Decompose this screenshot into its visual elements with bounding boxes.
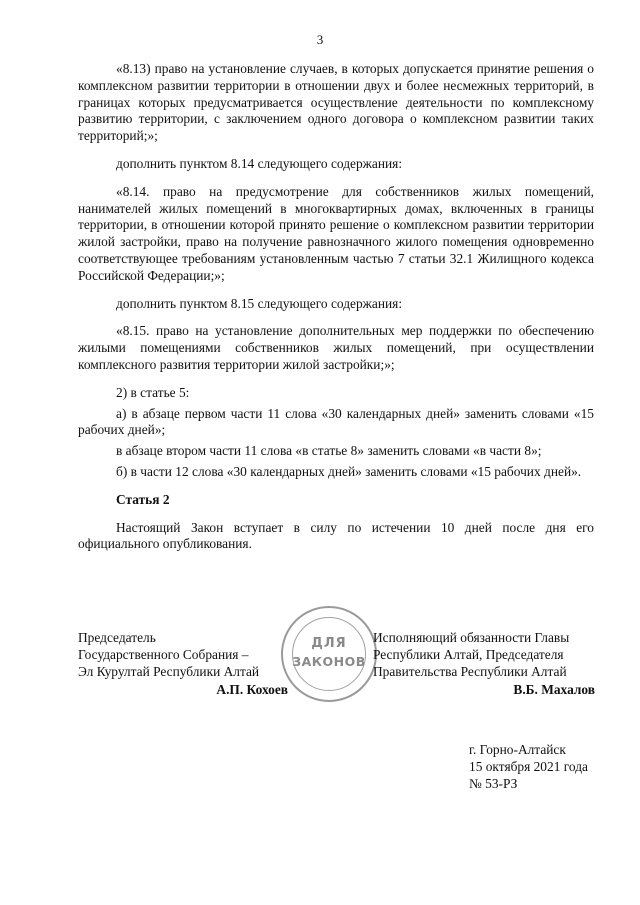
- signature-left-line: Председатель: [78, 630, 156, 645]
- paragraph-8-14: «8.14. право на предусмотрение для собственников жилых помещений, нанимателей жилых помещений в многоквартирных домах, включенных в границы территории, в отношении которой принято решение о комплексном развитии территории жилой застройки, право на получение равнозначного жилого помещения одновременно соответствующее требованиям установленным частью 7 статьи 32.1 Жилищного кодекса Российской Федерации;»;: [78, 183, 594, 283]
- paragraph-5b: б) в части 12 слова «30 календарных дней» заменить словами «15 рабочих дней».: [116, 463, 582, 479]
- signature-right-name: В.Б. Махалов: [513, 681, 595, 697]
- paragraph-add-8-15: дополнить пунктом 8.15 следующего содержания:: [116, 295, 403, 311]
- stamp-text-line2: ЗАКОНОВ: [292, 654, 366, 669]
- signature-left-line: Государственного Собрания –: [78, 647, 249, 663]
- document-body: [78, 61, 594, 553]
- paragraph-5a: а) в абзаце первом части 11 слова «30 календарных дней» заменить словами «15 рабочих дней»;: [78, 405, 594, 438]
- signature-right-line: Правительства Республики Алтай: [373, 664, 567, 680]
- signature-right-line: Исполняющий обязанности Главы: [373, 630, 570, 645]
- paragraph-article-2: Настоящий Закон вступает в силу по истечении 10 дней после дня его официального опубликования.: [78, 519, 594, 552]
- law-number: № 53-РЗ: [469, 776, 518, 791]
- signature-right-line: Республики Алтай, Председателя: [373, 647, 564, 663]
- paragraph-8-15: «8.15. право на установление дополнительных мер поддержки по обеспечению жилыми помещениями собственников жилых помещений, при осуществлении комплексного развития территории жилой застройки;»;: [78, 323, 594, 372]
- signature-left-name: А.П. Кохоев: [216, 681, 288, 697]
- paragraph-8-13: «8.13) право на установление случаев, в которых допускается принятие решения о комплексном развитии территории в отношении двух и более несмежных территорий, в границах которых предусматривается осуществление деятельности по комплексному развитию территории, с заключением одного договора о комплексном развитии таких территорий;»;: [78, 61, 594, 144]
- stamp-seal: [281, 606, 377, 702]
- date: 15 октября 2021 года: [469, 759, 588, 774]
- article-2-heading: Статья 2: [116, 491, 170, 507]
- paragraph-5a-second: в абзаце втором части 11 слова «в статье 8» заменить словами «в части 8»;: [116, 443, 542, 459]
- city: г. Горно-Алтайск: [469, 742, 566, 757]
- paragraph-add-8-14: дополнить пунктом 8.14 следующего содержания:: [116, 155, 403, 171]
- signature-right: [373, 629, 595, 698]
- page-number: 3: [316, 32, 324, 47]
- place-date-block: [469, 741, 609, 792]
- paragraph-article-5: 2) в статье 5:: [116, 384, 190, 400]
- signature-left: [78, 629, 288, 698]
- stamp-text-line1: ДЛЯ: [311, 636, 347, 651]
- signature-left-line: Эл Курултай Республики Алтай: [78, 664, 260, 680]
